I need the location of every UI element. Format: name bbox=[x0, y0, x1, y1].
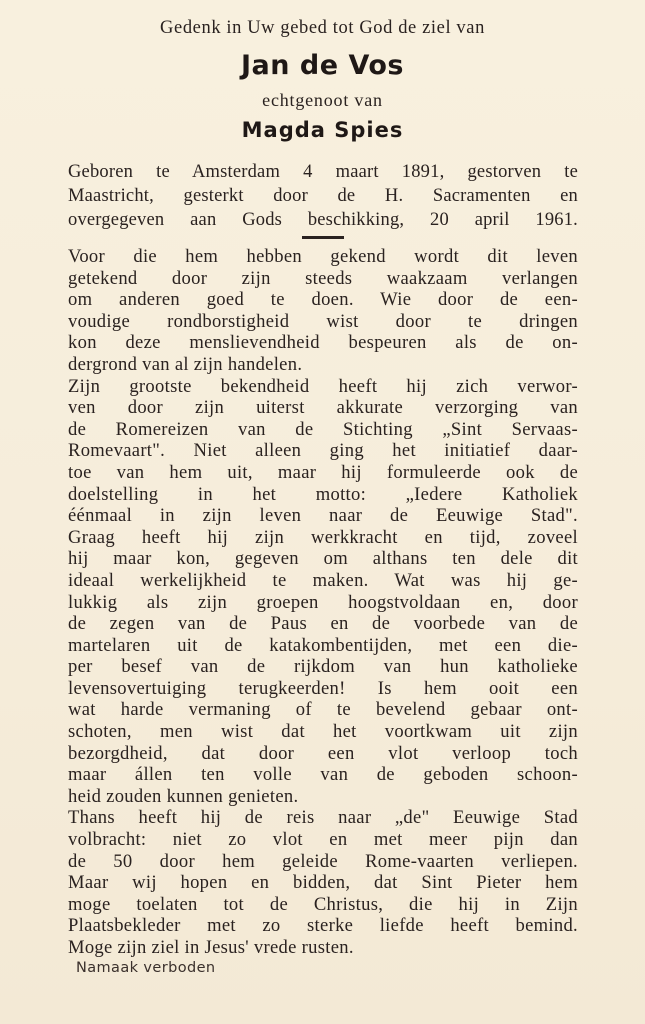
biography-line: Graag heeft hij zijn werkkracht en tijd, zoveel bbox=[68, 526, 578, 548]
biography-line: getekend door zijn steeds waakzaam verlangen bbox=[68, 267, 578, 289]
biography-line: maar állen ten volle van de geboden schoon- bbox=[68, 764, 578, 786]
biography-line: per besef van de rijkdom van hun katholieke bbox=[68, 656, 578, 678]
biography-line: kon deze menslievendheid bespeuren als de on- bbox=[68, 332, 578, 354]
deceased-name: Jan de Vos bbox=[241, 50, 404, 81]
biography-text bbox=[68, 246, 578, 959]
biography-line: Voor die hem hebben gekend wordt dit leven bbox=[68, 246, 578, 267]
divider-rule bbox=[302, 236, 344, 239]
biography-line: moge toelaten tot de Christus, die hij in Zijn bbox=[68, 893, 578, 915]
reproduction-notice: Namaak verboden bbox=[76, 960, 216, 976]
biography-line: de zegen van de Paus en de voorbede van de bbox=[68, 613, 578, 635]
relation-line: echtgenoot van bbox=[262, 90, 383, 110]
biography-line: Plaatsbekleder met zo sterke liefde heeft bemind. bbox=[68, 915, 578, 937]
birth-line: Geboren te Amsterdam 4 maart 1891, gestorven te bbox=[68, 162, 578, 182]
biography-line: de 50 door hem geleide Rome-vaarten verliepen. bbox=[68, 850, 578, 872]
biography-line: dergrond van al zijn handelen. bbox=[68, 353, 303, 375]
biography-line: ven door zijn uiterst akkurate verzorging van bbox=[68, 397, 578, 419]
biography-line: martelaren uit de katakombentijden, met een die- bbox=[68, 634, 578, 656]
birth-line: overgegeven aan Gods beschikking, 20 april 1961. bbox=[68, 210, 578, 230]
biography-line: doelstelling in het motto: „Iedere Katholiek bbox=[68, 483, 578, 505]
biography-line: voudige rondborstigheid wist door te dringen bbox=[68, 310, 578, 332]
biography-line: Romevaart". Niet alleen ging het initiatief daar- bbox=[68, 440, 578, 462]
biography-line: schoten, men wist dat het voortkwam uit zijn bbox=[68, 721, 578, 743]
biography-line: ideaal werkelijkheid te maken. Wat was hij ge- bbox=[68, 569, 578, 591]
biography-line: bezorgdheid, dat door een vlot verloop toch bbox=[68, 742, 578, 764]
biography-line: Moge zijn ziel in Jesus' vrede rusten. bbox=[68, 937, 354, 958]
biography-line: éénmaal in zijn leven naar de Eeuwige Stad". bbox=[68, 505, 578, 527]
biography-line: lukkig als zijn groepen hoogstvoldaan en, door bbox=[68, 591, 578, 613]
biography-line: levensovertuiging terugkeerden! Is hem ooit een bbox=[68, 677, 578, 699]
biography-line: wat harde vermaning of te bevelend gebaar ont- bbox=[68, 699, 578, 721]
birth-death-paragraph bbox=[68, 160, 578, 232]
biography-line: om anderen goed te doen. Wie door de een- bbox=[68, 289, 578, 311]
biography-line: volbracht: niet zo vlot en met meer pijn dan bbox=[68, 829, 578, 851]
biography-line: Maar wij hopen en bidden, dat Sint Pieter hem bbox=[68, 872, 578, 894]
birth-line: Maastricht, gesterkt door de H. Sacramenten en bbox=[68, 186, 578, 206]
biography-line: toe van hem uit, maar hij formuleerde ook de bbox=[68, 461, 578, 483]
spouse-name: Magda Spies bbox=[241, 118, 404, 142]
biography-line: Zijn grootste bekendheid heeft hij zich verwor- bbox=[68, 375, 578, 397]
biography-line: hij maar kon, gegeven om althans ten dele dit bbox=[68, 548, 578, 570]
biography-line: heid zouden kunnen genieten. bbox=[68, 785, 299, 807]
biography-line: Thans heeft hij de reis naar „de" Eeuwige Stad bbox=[68, 807, 578, 829]
intro-line: Gedenk in Uw gebed tot God de ziel van bbox=[160, 18, 485, 38]
biography-line: de Romereizen van de Stichting „Sint Servaas- bbox=[68, 418, 578, 440]
